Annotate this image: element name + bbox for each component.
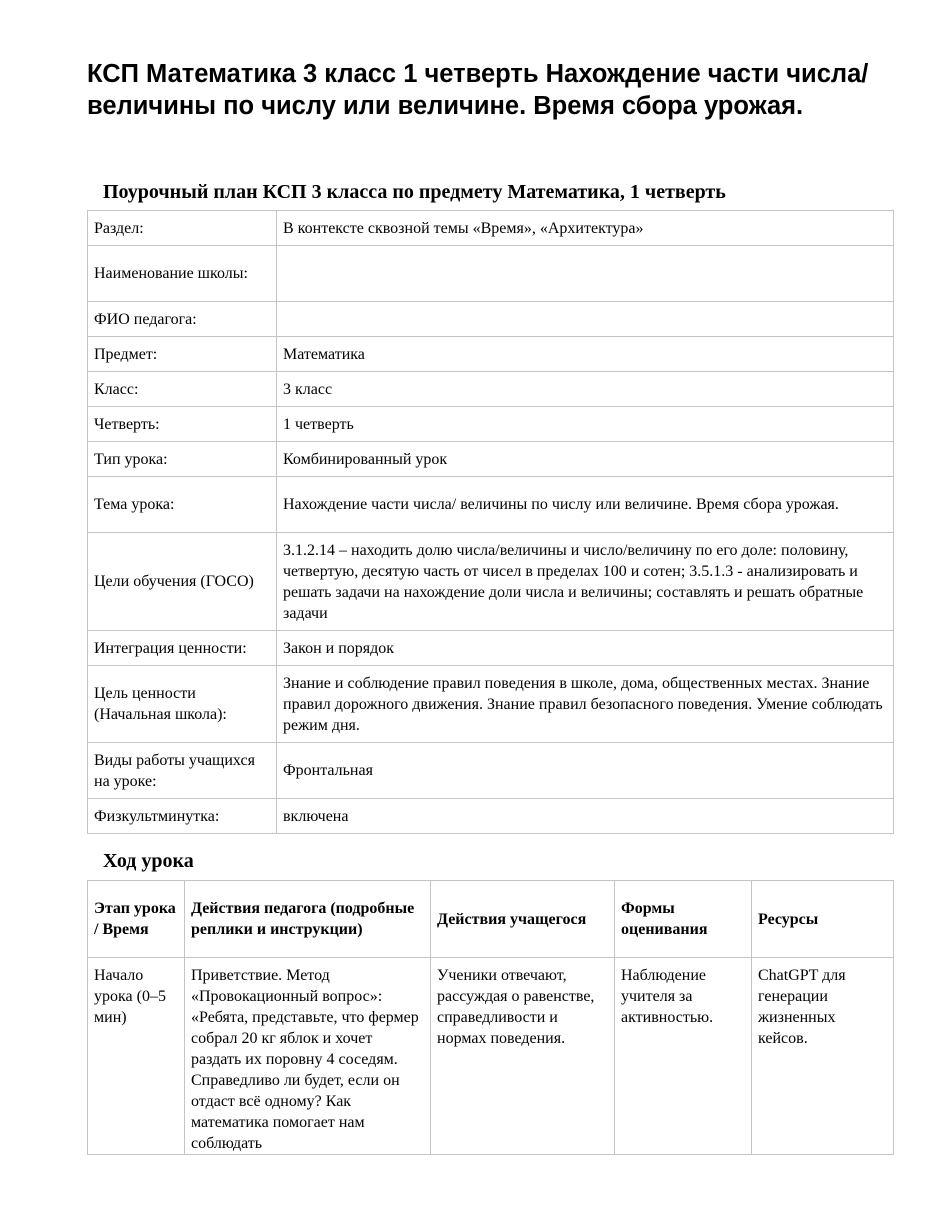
plan-row (88, 631, 894, 666)
plan-value: Комбинированный урок (277, 442, 894, 477)
plan-label: Физкультминутка: (88, 799, 277, 834)
lesson-flow-heading: Ход урока (103, 850, 194, 872)
plan-label: Наименование школы: (88, 246, 277, 302)
plan-row (88, 442, 894, 477)
plan-row (88, 666, 894, 743)
resources-text: ChatGPT для генерации жизненных кейсов. (758, 967, 846, 1047)
plan-label: Раздел: (88, 211, 277, 246)
plan-row (88, 372, 894, 407)
plan-value: 3.1.2.14 – находить долю числа/величины и число/величину по его доле: половину, четвертую, десятую часть от чисел в пределах 100 и сотен; 3.5.1.3 - анализировать и решать задачи на нахождение доли числа и величины; составлять и решать обратные задачи (277, 533, 894, 631)
document-title: КСП Математика 3 класс 1 четверть Нахождение части числа/ величины по числу или величине. Время сбора урожая. (87, 60, 869, 120)
column-header-teacher-actions: Действия педагога (подробные реплики и инструкции) (185, 881, 431, 958)
column-header-resources: Ресурсы (752, 881, 894, 958)
plan-row (88, 302, 894, 337)
plan-label: Цель ценности (Начальная школа): (88, 666, 277, 743)
plan-label: Тип урока: (88, 442, 277, 477)
plan-value: В контексте сквозной темы «Время», «Архитектура» (277, 211, 894, 246)
plan-row (88, 211, 894, 246)
teacher-actions-cell (185, 958, 431, 1155)
plan-label: Класс: (88, 372, 277, 407)
plan-value: 3 класс (277, 372, 894, 407)
plan-value: Математика (277, 337, 894, 372)
plan-row (88, 477, 894, 533)
student-actions-text: Ученики отвечают, рассуждая о равенстве, справедливости и нормах поведения. (437, 967, 595, 1047)
plan-row (88, 246, 894, 302)
plan-label: Цели обучения (ГОСО) (88, 533, 277, 631)
plan-row (88, 799, 894, 834)
plan-label: Предмет: (88, 337, 277, 372)
plan-row (88, 533, 894, 631)
resources-cell (752, 958, 894, 1155)
assessment-cell (615, 958, 752, 1155)
plan-value: Нахождение части числа/ величины по числу или величине. Время сбора урожая. (277, 477, 894, 533)
lesson-flow-header-row (88, 881, 894, 958)
lesson-flow-row (88, 958, 894, 1155)
plan-row (88, 337, 894, 372)
plan-value (277, 246, 894, 302)
lesson-plan-table (87, 210, 894, 834)
column-header-student-actions: Действия учащегося (431, 881, 615, 958)
plan-value: Знание и соблюдение правил поведения в школе, дома, общественных местах. Знание правил дорожного движения. Знание правил безопасного поведения. Умение соблюдать режим дня. (277, 666, 894, 743)
plan-value: 1 четверть (277, 407, 894, 442)
lesson-flow-table (87, 880, 894, 1155)
plan-value (277, 302, 894, 337)
plan-row (88, 743, 894, 799)
stage-text: Начало урока (0–5 мин) (94, 967, 166, 1026)
assessment-text: Наблюдение учителя за активностью. (621, 967, 714, 1026)
plan-value: включена (277, 799, 894, 834)
plan-heading: Поурочный план КСП 3 класса по предмету Математика, 1 четверть (103, 181, 726, 203)
plan-label: Четверть: (88, 407, 277, 442)
plan-label: Тема урока: (88, 477, 277, 533)
column-header-assessment: Формы оценивания (615, 881, 752, 958)
plan-label: Виды работы учащихся на уроке: (88, 743, 277, 799)
plan-label: Интеграция ценности: (88, 631, 277, 666)
plan-label: ФИО педагога: (88, 302, 277, 337)
plan-value: Закон и порядок (277, 631, 894, 666)
stage-cell (88, 958, 185, 1155)
plan-row (88, 407, 894, 442)
plan-value: Фронтальная (277, 743, 894, 799)
teacher-actions-text: Приветствие. Метод «Провокационный вопрос»: «Ребята, представьте, что фермер собрал 20 кг яблок и хочет раздать их поровну 4 соседям. Справедливо ли будет, если он отдаст всё одному? Как математика помогает нам соблюдать (191, 967, 419, 1152)
column-header-stage: Этап урока / Время (88, 881, 185, 958)
student-actions-cell (431, 958, 615, 1155)
